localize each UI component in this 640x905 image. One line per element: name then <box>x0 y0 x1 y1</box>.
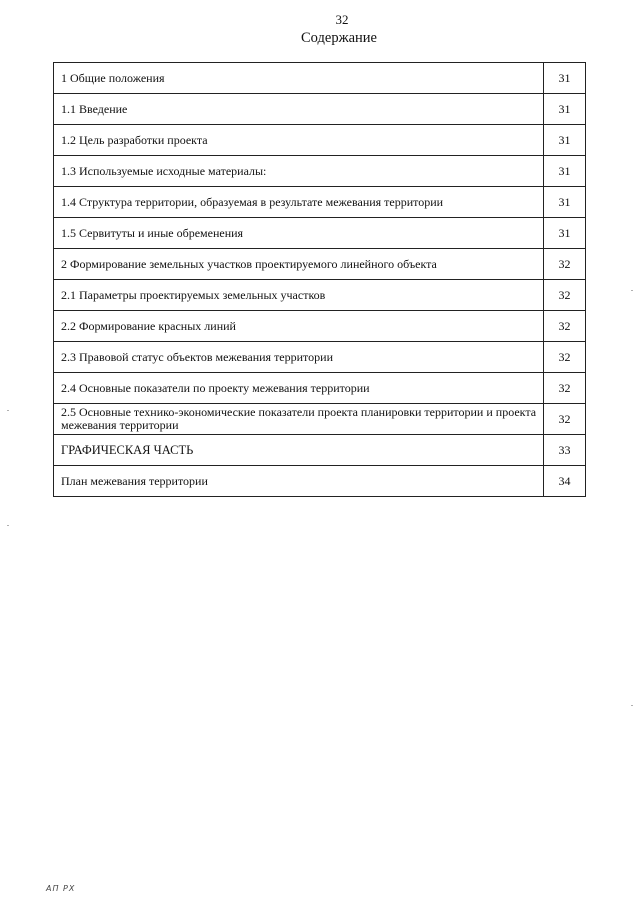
toc-entry-page: 31 <box>544 94 586 125</box>
toc-entry-page: 32 <box>544 249 586 280</box>
scan-edge-mark <box>631 705 633 706</box>
footer-stamp: АП РХ <box>46 884 76 893</box>
toc-row <box>54 311 586 342</box>
toc-row <box>54 218 586 249</box>
toc-entry-title: 2.1 Параметры проектируемых земельных участков <box>54 280 544 311</box>
toc-entry-title: 1.1 Введение <box>54 94 544 125</box>
scan-edge-mark <box>7 525 9 526</box>
table-of-contents <box>53 62 586 497</box>
scan-edge-mark <box>7 410 9 411</box>
toc-row <box>54 187 586 218</box>
toc-entry-title: ГРАФИЧЕСКАЯ ЧАСТЬ <box>54 435 544 466</box>
toc-row <box>54 404 586 435</box>
toc-entry-title: 1.5 Сервитуты и иные обременения <box>54 218 544 249</box>
page-number: 32 <box>335 12 349 27</box>
toc-row <box>54 249 586 280</box>
toc-entry-page: 32 <box>544 280 586 311</box>
toc-entry-title: 2.2 Формирование красных линий <box>54 311 544 342</box>
toc-entry-page: 31 <box>544 125 586 156</box>
toc-entry-page: 33 <box>544 435 586 466</box>
toc-entry-title: 1.3 Используемые исходные материалы: <box>54 156 544 187</box>
document-title: Содержание <box>301 30 377 46</box>
toc-entry-title: 2 Формирование земельных участков проектируемого линейного объекта <box>54 249 544 280</box>
toc-entry-title: 2.5 Основные технико-экономические показатели проекта планировки территории и проекта межевания территории <box>54 404 544 435</box>
toc-entry-title: 1.4 Структура территории, образуемая в результате межевания территории <box>54 187 544 218</box>
toc-row <box>54 435 586 466</box>
toc-row <box>54 466 586 497</box>
toc-row <box>54 94 586 125</box>
toc-entry-title: 2.4 Основные показатели по проекту межевания территории <box>54 373 544 404</box>
toc-row <box>54 280 586 311</box>
toc-entry-page: 34 <box>544 466 586 497</box>
toc-entry-page: 32 <box>544 373 586 404</box>
toc-row <box>54 63 586 94</box>
toc-entry-page: 31 <box>544 156 586 187</box>
toc-entry-page: 31 <box>544 218 586 249</box>
toc-row <box>54 156 586 187</box>
toc-entry-page: 32 <box>544 342 586 373</box>
toc-entry-page: 31 <box>544 63 586 94</box>
scan-edge-mark <box>631 290 633 291</box>
toc-row <box>54 125 586 156</box>
toc-entry-title: 1 Общие положения <box>54 63 544 94</box>
toc-entry-title: 2.3 Правовой статус объектов межевания территории <box>54 342 544 373</box>
toc-row <box>54 342 586 373</box>
toc-entry-page: 32 <box>544 404 586 435</box>
toc-entry-title: План межевания территории <box>54 466 544 497</box>
toc-entry-page: 32 <box>544 311 586 342</box>
toc-entry-title: 1.2 Цель разработки проекта <box>54 125 544 156</box>
toc-entry-page: 31 <box>544 187 586 218</box>
toc-row <box>54 373 586 404</box>
